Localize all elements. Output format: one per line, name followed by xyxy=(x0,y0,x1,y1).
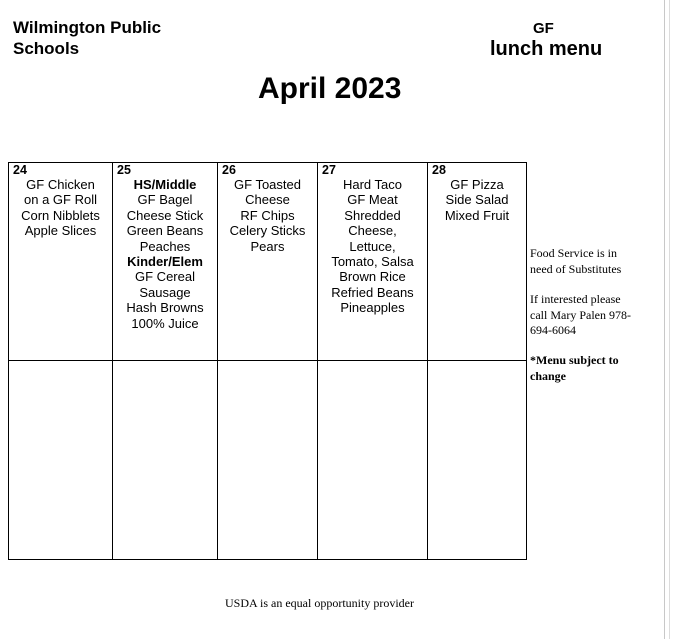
menu-item: GF Toasted xyxy=(234,177,301,192)
menu-item: Brown Rice xyxy=(339,269,406,285)
menu-item: Pears xyxy=(250,238,285,254)
day-menu-list xyxy=(9,177,112,239)
day-menu-list xyxy=(428,177,526,223)
menu-item: GF Bagel xyxy=(137,192,193,208)
menu-item: GF Pizza xyxy=(450,177,504,192)
menu-item: GF Chicken xyxy=(26,177,95,192)
menu-item: Kinder/Elem xyxy=(127,254,203,270)
menu-item: Shredded xyxy=(344,207,401,223)
day-number: 27 xyxy=(322,163,336,177)
day-cell xyxy=(9,163,113,361)
menu-calendar xyxy=(8,162,527,560)
menu-item: on a GF Roll xyxy=(24,192,97,208)
menu-item: Cheese, xyxy=(348,223,397,239)
school-name-line2: Schools xyxy=(13,39,80,58)
menu-item: 100% Juice xyxy=(131,315,199,331)
menu-item: Cheese xyxy=(245,192,290,208)
empty-day-cell xyxy=(218,361,318,560)
menu-item: Cheese Stick xyxy=(126,207,204,223)
menu-item: Corn Nibblets xyxy=(21,207,100,223)
day-menu-list xyxy=(113,177,217,331)
menu-item: GF Meat xyxy=(347,192,398,208)
menu-item: Peaches xyxy=(139,238,191,254)
day-number: 28 xyxy=(432,163,446,177)
menu-item: Mixed Fruit xyxy=(444,207,510,223)
day-menu-list xyxy=(218,177,317,254)
page-edge-rule-outer xyxy=(669,0,670,639)
day-number: 24 xyxy=(13,163,27,177)
day-cell xyxy=(218,163,318,361)
page-edge-rule xyxy=(664,0,665,639)
empty-day-cell xyxy=(428,361,527,560)
page-title: April 2023 xyxy=(258,72,402,105)
menu-item: Refried Beans xyxy=(331,284,414,300)
menu-item: Sausage xyxy=(139,284,191,300)
menu-item: Apple Slices xyxy=(24,223,97,239)
day-menu-list xyxy=(318,177,427,316)
menu-item: Tomato, Salsa xyxy=(331,254,414,270)
menu-item: Green Beans xyxy=(126,223,204,239)
calendar-week-row xyxy=(9,361,527,560)
school-name-line1: Wilmington Public xyxy=(13,18,162,37)
gf-label: GF xyxy=(533,20,554,37)
menu-item: Celery Sticks xyxy=(229,223,306,239)
school-name xyxy=(13,17,161,59)
substitutes-notice: Food Service is in need of Substitutes xyxy=(530,246,622,276)
menu-item: Side Salad xyxy=(445,192,509,208)
day-cell xyxy=(428,163,527,361)
menu-item: Hash Browns xyxy=(126,300,204,316)
day-cell xyxy=(318,163,428,361)
menu-item: Pineapples xyxy=(340,300,405,316)
menu-item: GF Cereal xyxy=(135,269,195,285)
empty-day-cell xyxy=(113,361,218,560)
empty-day-cell xyxy=(9,361,113,560)
calendar-week-row xyxy=(9,163,527,361)
day-number: 25 xyxy=(117,163,131,177)
menu-label: lunch menu xyxy=(490,38,603,60)
empty-day-cell xyxy=(318,361,428,560)
menu-item: HS/Middle xyxy=(133,177,197,192)
menu-item: Lettuce, xyxy=(349,238,396,254)
menu-change-notice: *Menu subject to change xyxy=(530,353,619,383)
contact-notice: If interested please call Mary Palen 978-694-6064 xyxy=(530,292,631,337)
menu-item: Hard Taco xyxy=(342,177,402,192)
day-number: 26 xyxy=(222,163,236,177)
day-cell xyxy=(113,163,218,361)
menu-item: RF Chips xyxy=(240,207,295,223)
usda-footer: USDA is an equal opportunity provider xyxy=(225,596,414,610)
